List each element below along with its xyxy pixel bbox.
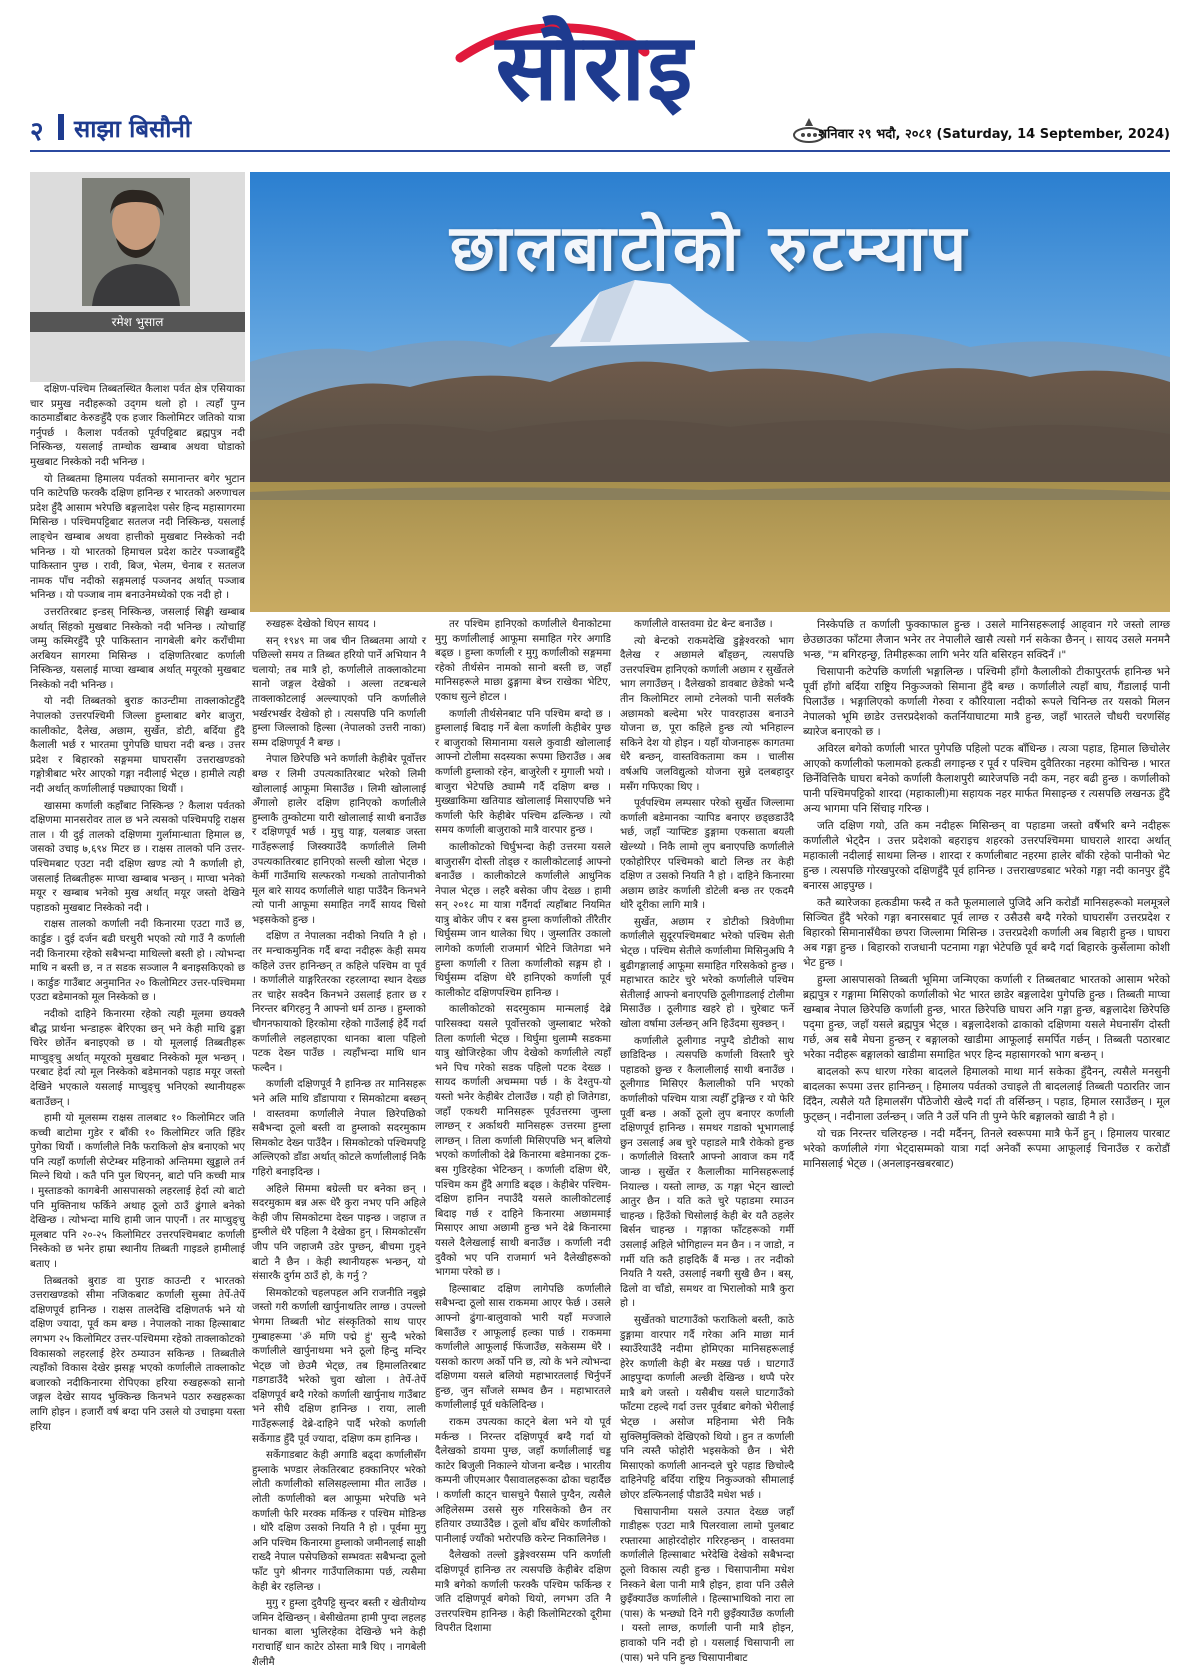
article-column-1 [30,383,245,1653]
paragraph: सिमकोटको चहलपहल अनि राजनीति नबुझे जस्तो गरी कर्णाली खार्पुनाथतिर लाग्छ । उपल्लो भेगमा तिब्बती भोट संस्कृतिको साथ पाएर गुम्बाहरूमा 'ॐ मणि पद्मे हुं' सुन्दै भरेको कर्णालीले खार्पुनाथमा भने ठूलो हिन्दु मन्दिर भेट्छ जो छेउमै भेट्छ, तब हिमालतिरबाट गडगडाउँदै भरेको चुवा खोला । तेर्पे-तेर्पे दक्षिणपूर्व बग्दै गरेको कर्णाली खार्पुनाथ गाउँबाट भने सीधै दक्षिण हानिन्छ । राया, लाली गाउँहरूलाई देब्रे-दाहिने पार्दै भरेको कर्णाली सर्केगाड हुँदै पूर्व ज्यादा, दक्षिण कम हानिन्छ । [252,1287,426,1445]
section-name: साझा बिसौनी [74,115,192,143]
paragraph: कर्णालीले ठूलीगाड नपुग्दै डोटीको साथ छाडिदिन्छ । त्यसपछि कर्णाली विस्तारै चुरे पहाडको छुन्छ र कैलालीलाई साथी बनाउँछ । ठूलीगाड मिसिएर कैलालीको पनि भएको कर्णालीको पश्चिम यात्रा त्यहीँ टुङ्गिन्छ र यो फेरि पूर्वी बन्छ । अर्को ठूलो लुप बनाएर कर्णाली दक्षिणपूर्व हानिन्छ । समथर गडाको भूभागलाई छुन उसलाई अब चुरे पहाडले मात्रै रोकेको हुन्छ । कर्णालीले विस्तारै आफ्नो आवाज कम गर्दै जान्छ । सुर्खेत र कैलालीका मानिसहरूलाई नियाल्छ । यस्तो लाग्छ, ऊ गङ्गा भेट्न खाल्टो आतुर छैन । यति कते चुरे पहाडमा रमाउन चाहन्छ । हिउँको चिसोलाई केही बेर यतै ठहलेर बिर्सन चाहन्छ । गङ्गाका फाँटहरूको गर्मी उसलाई अहिले भोगिहाल्न मन छैन । न जाडो, न गर्मी यति कतै हाइदिकैं बैं मन्छ । तर नदीको नियति नै यस्तै, उसलाई नबगी सुखै छैन । बस्, ढिलो वा चाँडो, समथर वा भिरालोको मात्रै कुरा हो । [620,1035,794,1310]
paragraph: सुर्खेत, अछाम र डोटीको त्रिवेणीमा कर्णालीले सुदूरपश्चिमबाट भरेको पश्चिम सेती भेट्छ । पश्चिम सेतीले कर्णालीमा मिसिनुअघि नै बुढीगङ्गालाई आफूमा समाहित गरिसकेको हुन्छ । महाभारत काटेर चुरे भरेको कर्णालीले पश्चिम सेतीलाई आफ्नो बनाएपछि ठूलीगाडलाई टोलीमा मिसाउँछ । ठूलीगाड खहरे हो । चुरेबाट फर्ने खोला वर्षामा उर्लन्छन् अनि हिउँदमा सुक्छन् । [620,916,794,1031]
paragraph: कर्णाली दक्षिणपूर्व नै हानिन्छ तर मानिसहरू भने अलि माथि डाँडापाया र सिमकोटमा बस्छन् । वास्तवमा कर्णालीले नेपाल छिरेपछिको सबैभन्दा ठूलो बस्ती वा हुम्लाको सदरमुकाम सिमकोट देख्न पाउँदैन । सिमकोटको पश्चिमपट्टि अल्लिएको डाँडा अर्थात् कोटले कर्णालीलाई निकै गहिरो बनाइदिन्छ । [252,1079,426,1178]
masthead [0,0,1200,150]
paragraph: अहिले सिममा बग्रेल्ती घर बनेका छन् । सदरमुकाम बन्न अरू धेरै कुरा नभए पनि अहिले केही जीप सिमकोटमा देख्न पाइन्छ । जहाज त हुम्लीले धेरै पहिला नै देखेका हुन् । सिमकोटसँग जीप पनि जहाजमै उडेर पुग्छन्, बीचमा गुड्ने बाटो नै छैन । केही स्थानीयहरू भन्छन्, यो संसारकै दुर्गम ठाउँ हो, के गर्नु ? [252,1183,426,1283]
section-divider [58,114,64,140]
paragraph: जति दक्षिण गयो, उति कम नदीहरू मिसिन्छन् वा पहाडमा जस्तो वर्षैभरि बग्ने नदीहरू कर्णालीले भेट्दैन । उत्तर प्रदेशको बहराइच शहरको उत्तरपश्चिममा घाघराले शारदा अर्थात् महाकाली नदीलाई साथमा लिन्छ । शारदा र कर्णालीबाट नहरमा हालेर बाँकी रहेको पानीको भेट हुन्छ । त्यसपछि गोरखपुरको दक्षिणहुँदै पूर्व हानिन्छ । उत्तराखण्डबाट भरेको गङ्गा नदी कानपुर हुँदै बनारस आइपुग्छ । [803,820,1170,892]
paragraph: दैलेखको तल्लो डुङ्गेश्वरसम्म पनि कर्णाली दक्षिणपूर्व हानिन्छ तर त्यसपछि केहीबेर दक्षिण मात्रै बगेको कर्णाली फरक्कै पश्चिम फर्किन्छ र जति दक्षिणपूर्व बगेको थियो, लगभग उति नै उत्तरपश्चिम हानिन्छ । केही किलोमिटरको दूरीमा विपरीत दिशामा [435,1550,611,1635]
article-column-4 [620,618,794,1664]
paragraph: कर्णाली तीर्थसेनबाट पनि पश्चिम बग्दो छ । हुम्लालाई बिदाइ गर्ने बेला कर्णाली केहीबेर पुग्छ र बाजुराको सिमानामा यसले कुवाडी खोलालाई आफ्नो टोलीमा सदस्यका रूपमा छिराउँछ । अब कर्णाली हुम्लाको रहेन, बाजुरेली र मुगाली भयो । बाजुरा भेटेपछि ठ्याम्मै गर्दै दक्षिण बग्छ । मुख्खाकिमा खतियाड खोलालाई मिसाएपछि भने कर्णाली फेरि केहीबेर पश्चिम ढल्किन्छ । त्यो समय कर्णाली बाजुराको मात्रै वारपार हुन्छ । [435,708,611,837]
paragraph: कालीकोटको सदरमुकाम मान्मलाई देब्रे पारिसक्दा यसले पूर्वोत्तरको जुम्लाबाट भरेको तिला कर्णाली भेट्छ । थिर्घुमा धुलाम्मै सडकमा यात्रु खोजिरहेका जीप देखेको कर्णालीले त्यहाँ भने पिच गरेको सडक पहिलो पटक देख्छ । सायद कर्णाली अचम्ममा पर्छ । के देश्तुप-यो यस्तो भनेर केहीबेर टोलाउँछ । यही हो जितेगडा, जहाँ एकथरी मानिसहरू पूर्वउत्तरमा जुम्ला लाग्छन् र अर्काथरी मानिसहरू उत्तरमा हुम्ला लाग्छन् । तिला कर्णाली मिसिएपछि भन् बलियो भएको कर्णालीको देब्रे किनारमा बडेमानका ट्रक-बस गुडिरहेका भेटिन्छन् । कर्णाली दक्षिण धेरै, पश्चिम कम हुँदै अगाडि बढ्छ । केहीबेर पश्चिम-दक्षिण हानिन नपाउँदै यसले कालीकोटलाई बिदाइ गर्छ र दाहिने किनारमा अछाममाई मिसाएर आधा अछामी हुन्छ भने देब्रे किनारमा यसले दैलेखलाई साथी बनाउँछ । कर्णाली नदी दुवैको भए पनि राजमार्ग भने दैलेखीहरूको भागमा परेको छ । [435,1004,611,1279]
dateline: शनिवार २९ भदौ, २०८१ (Saturday, 14 September, 2024) [818,127,1170,142]
paragraph: रुखहरू देखेको थिएन सायद । [266,619,377,630]
brand-name: सौराइ [495,14,695,121]
author-name: रमेश भुसाल [30,312,245,332]
article-column-5 [803,618,1170,1653]
paragraph: दक्षिण-पश्चिम तिब्बतस्थित कैलाश पर्वत क्षेत्र एसियाका चार प्रमुख नदीहरूको उद्‌गम थलो हो । त्यहाँ पुग्न काठमाडौंबाट केरुङहुँदै एक हजार किलोमिटर जतिको यात्रा गर्नुपर्छ । कैलाश पर्वतको पूर्वपट्टिबाट ब्रह्मपुत्र नदी निस्किन्छ, यसलाई ताम्चोक खम्बाब अथवा घोडाको मुखबाट निस्केको नदी भनिन्छ । [30,384,245,468]
paragraph: खासमा कर्णाली कहाँबाट निस्किन्छ ? कैलाश पर्वतको दक्षिणमा मानसरोवर ताल छ भने त्यसको पश्चिमपट्टि राक्षस ताल । यी दुई तालको दक्षिणमा गुर्लामान्धाता हिमाल छ, जसको उचाइ ७,६९४ मिटर छ । राक्षस तालको पनि उत्तर-पश्चिमबाट एउटा नदी दक्षिण खण्ड त्यो नै कर्णाली हो, जसलाई तिब्बतीहरू माप्चा खम्बाब भन्छन् । माप्चा भनेको मयूर र खम्बाब भनेको मुख अर्थात् मयूर जस्तो देखिने पहाडको मुखबाट निस्केको नदी । [30,800,245,914]
paragraph: यो तिब्बतमा हिमालय पर्वतको समानान्तर बगेर भुटान पनि काटेपछि फरक्कै दक्षिण हानिन्छ र भारतको अरुणाचल प्रदेश हुँदै आसाम भरेपछि बङ्गलादेश पसेर हिन्द महासागरमा मिसिन्छ । पश्चिमपट्टिबाट सतलज नदी निस्किन्छ, यसलाई लाङ्चेन खम्बाब अथवा हात्तीको मुखबाट निस्केको नदी भनिन्छ । यो भारतको हिमाचल प्रदेश काटेर पञ्जाबहुँदै पाकिस्तान पुग्छ । रावी, बिज, भेलम, चेनाब र सतलज नामक पाँच नदीको सङ्गमलाई पञ्जनद अर्थात् पञ्जाब भनिन्छ । यो पञ्जाब नाम बनाउनेमध्येको एक नदी हो । [30,473,245,602]
paragraph: दक्षिण त नेपालका नदीको नियति नै हो । तर मन्चाकमुनिक गर्दै बग्दा नदीहरू केही समय कहिले उत्तर हानिन्छन् त कहिले पश्चिम वा पूर्व । कर्णालीले याङ्गरितरका रहरलाग्दा स्थान देख्छ तर चाहेर सक्दैन किनभने उसलाई हतार छ र निरन्तर बगिरहनु नै आफ्नो धर्म ठान्छ । हुम्लाको चौगनफायाको हिरकोमा रहेको गाउँलाई हेर्दै गर्दा कर्णालीले लहलहाएका धानका बाला पहिलो पटक देख्न पाउँछ । त्यहाँभन्दा माथि धान फल्दैन । [252,931,426,1074]
paragraph: कर्णालीले वास्तवमा ग्रेट बेन्ट बनाउँछ । [634,619,773,630]
paragraph: मुगु र हुम्ला दुवैपट्टि सुन्दर बस्ती र खेतीयोग्य जमिन देखिन्छन् । बेसीखेतमा हामी पुग्दा लहलह धानका बाला भुलिरहेका देखिन्छे भने केही गराचाहिँ धान काटेर ठोस्ता मात्रै थिए । नागबेली शैलीमै [252,1598,426,1668]
paragraph: यो चक्र निरन्तर चलिरहन्छ । नदी मर्दैनन्, तिनले स्वरूपमा मात्रै फेर्ने हुन् । हिमालय पारबाट भरेको कर्णालीले गंगा भेट्दासम्मको यात्रा गर्दा अनेकौं रूपमा आफूलाई चिनाउँछ र करोडौं मानिसलाई भेट्छ । (अनलाइनखबरबाट) [803,1128,1170,1170]
paragraph: यो नदी तिब्बतको बुराङ काउन्टीमा ताक्लाकोटहुँदै नेपालको उत्तरपश्चिमी जिल्ला हुम्लाबाट बगेर बाजुरा, कालीकोट, दैलेख, अछाम, सुर्खेत, डोटी, बर्दिया हुँदै कैलाली भर्छ र भारतमा पुगेपछि घाघरा नदी बन्छ । उत्तर प्रदेश र बिहारको सङ्गममा घाघरासँग उत्तराखण्डको गङ्गोत्रीबाट भरेर आएको गङ्गा नदीलाई भेट्छ । हामीले त्यही नदी अर्थात् कर्णालीलाई पछ्याएका थियौं । [30,696,245,796]
paragraph: चिसापानीमा यसले उत्पात देख्छ जहाँ गाडीहरू एउटा मात्रै पिलरवाला लामो पुलबाट रफ्तारमा आहोरदोहोर गरिरहन्छन् । वास्तवमा कर्णालीले हिल्साबाट भरेदेखि देखेको सबैभन्दा ठूलो विकास त्यही हुन्छ । चिसापानीमा मधेश निस्कने बेला पानी मात्रै होइन, हावा पनि उसैले छुइँक्याउँछ कर्णालीले । हिल्साभाथिको नारा ला (पास) के भन्छ्यो दिने गरी छुइँक्याउँछ कर्णाली । यस्तो लाग्छ, कर्णाली पानी मात्रै होइन, हावाको पनि नदी हो । यसलाई चिसापानी ला (पास) भने पनि हुन्छ चिसापानीबाट [620,1506,794,1664]
brand-logo [360,14,830,121]
paragraph: राकम उपत्यका काट्ने बेला भने यो पूर्व मर्कन्छ । निरन्तर दक्षिणपूर्व बग्दै गर्दा यो दैलेखको डायमा पुग्छ, जहाँ कर्णालीलाई चड्ड काटेर बिजुली निकाल्ने योजना बन्दैछ । भारतीय कम्पनी जीएमआर पैसावालहरूका ढोका चहार्दैछ । कर्णाली काट्न चासचुने पैसाले पुग्दैन, त्यसैले अहिलेसम्म उससे सुरु गरिसकेको छैन तर हतियार उघ्याउँदैछ । ठूलो बाँध बाँधेर कर्णालीको पानीलाई ज्याँको भरोरपछि करेन्ट निकालिनेछ । [435,1417,611,1545]
paragraph: हामी यो मूलसम्म राक्षस तालबाट १० किलोमिटर जति कच्ची बाटोमा गुडेर र बाँकी १० किलोमिटर जति हिँडेर पुगेका थियौं । कर्णालीले निकै फराकिलो क्षेत्र बनाएको भए पनि त्यहाँ कर्णाली सेप्टेम्बर महिनाको अन्तिममा खुड्डाले तर्न मिल्ने थियो । कतै पनि पुल थिएनन्, बाटो पनि कच्ची मात्र । मुस्ताङको कागबेनी आसपासको लहरलाई हेर्दा त्यो बाटो पनि मुक्तिनाथ फर्किने अथाह ठूलो ठाउँ ढुंगाले बनेको देखिन्छ । त्योभन्दा माथि हामी जान पाएनौं । तर माप्चुङ्चु मूलबाट पनि २०-२५ किलोमिटर उत्तरपश्चिमबाट कर्णाली निस्केको छ भनेर हाम्रा स्थानीय तिब्बती गाइडले हामीलाई बताए । [30,1113,245,1271]
paragraph: पूर्वपश्चिम लम्पसार परेको सुर्खेत जिल्लामा कर्णाली बडेमानका ऱ्यापिड बनाएर छड्‍छडाउँदै भर्छ, जहाँ ऱ्याफ्टिङ डुङ्गामा एकसाता बयली खेल्थ्यो । निकै लामो लुप बनाएपछि कर्णालीले एकोहोरिएर पश्चिमको बाटो लिन्छ तर केही दक्षिण त उसको नियति नै हो । दाहिने किनारमा अछाम छाडेर कर्णाली डोटेली बन्छ तर एकदमै थोरै दूरीका लागि मात्रै । [620,798,794,912]
hero-image [250,172,1170,612]
paragraph: कतै ब्यारेजका हत्कडीमा फस्दै त कतै फूलमालाले पुजिदै अनि करोडौं मानिसहरूको मलमूत्रले सिञ्चित हुँदै भरेको गङ्गा बनारसबाट पूर्व लाग्छ र उसैउसै बग्दै गरेको घाघरासँग उत्तरप्रदेश र बिहारको सिमानासँधैका छपरा जिल्लामा मिसिन्छ । उत्तरप्रदेशी कर्णाली अब बिहारी हुन्छ । घाघरा अब गङ्गा हुन्छ । बिहारको राजधानी पटनामा गङ्गा भेटेपछि पूर्व बग्दै गर्दा बिहारके कुर्सेलामा कोशी भेट हुन्छ । [803,897,1170,969]
paragraph: निस्केपछि त कर्णाली फुक्काफाल हुन्छ । उसले मानिसहरूलाई आह्‌वान गरे जस्तो लाग्छ छेउछाउका फाँटमा लैजान भनेर तर नेपालीले खासै त्यसो गर्न सकेका छैनन् । सायद उसले मनमनै भन्छ, "म बगिरहन्छु, तिमीहरूका लागि भनेर यति बसिरहन सक्दिनँ ।" [803,619,1170,661]
header-rule [30,150,1170,152]
paragraph: चिसापानी कटेपछि कर्णाली भङ्गालिन्छ । पश्चिमी हाँगो कैलालीको टीकापुरतर्फ हानिन्छ भने पूर्वी हाँगो बर्दिया राष्ट्रिय निकुञ्जको सिमाना हुँदै बग्छ । कर्णालीले त्यहाँ बाघ, गैंडालाई पानी पिलाउँछ । भङ्गालिएको कर्णाली गेरुवा र कौरियाला नदीको रूपले चिनिन्छ तर यसको मिलन नेपालको भूमि छाडेर उत्तरप्रदेशको कतर्नियाघाटमा मात्रै हुन्छ, जहाँ भारतले चौधरी चरणसिंह ब्यारेज बनाएको छ । [803,666,1170,738]
paragraph: कालीकोटको चिर्घुभन्दा केही उत्तरमा यसले बाजुरासँग दोस्ती तोड्छ र कालीकोटलाई आफ्नो बनाउँछ । कालीकोटले कर्णालीले आधुनिक नेपाल भेट्छ । लहरै बसेका जीप देख्छ । हामी सन् २०१८ मा यात्रा गर्दैगर्दा त्यहाँबाट नियमित यात्रु बोकेर जीप र बस हुम्ला कर्णालीको तीरैतीर थिर्घुसम्म जान थालेका थिए । जुम्लातिर उकालो लागेको कर्णाली राजमार्ग भेटिने जितेगडा भने हुम्ला कर्णाली र तिला कर्णालीको सङ्गम हो । थिर्घुसम्म दक्षिण धेरै हानिएको कर्णाली पूर्व कालीकोट दक्षिणपश्चिम हानिन्छ । [435,841,611,999]
article-title: छालबाटोको रुटम्याप [449,212,971,286]
paragraph: नदीको दाहिने किनारमा रहेको त्यही मूलमा छयक्लै बौद्ध प्रार्थना भन्डाहरू बेरिएका छन् भने केही माथि ढुङ्गा चिरेर छोर्तेन बनाइएको छ । यो मूललाई तिब्बतीहरू माप्चुङ्चु अर्थात् मयूरको मुखबाट निस्केको मूल भन्छन् । परबाट हेर्दा त्यो मूल निस्केको बडेमानको पहाड मयूर जस्तो देखिने भएकाले यसलाई माप्चुङ्चु भनिएको स्थानीयहरू बताउँछन् । [30,1008,245,1108]
author-photo [82,178,190,306]
paragraph: नेपाल छिरेपछि भने कर्णाली केहीबेर पूर्वोत्तर बग्छ र लिमी उपत्यकातिरबाट भरेको लिमी खोलालाई आफूमा मिसाउँछ । लिमी खोलालाई अँगालो हालेर दक्षिण हानिएको कर्णालीले हुम्लाकै तुम्कोटमा यारी खोलालाई साथी बनाउँछ र दक्षिणपूर्व भर्छ । मुचु याङ्ग, यलबाङ जस्ता गाउँहरूलाई जिस्क्याउँदै कर्णालीले लिमी उपत्यकातिरबाट हानिएको सल्ली खोला भेट्छ । केर्मी गाउँमाथि सल्फरको गन्धको तातोपानीको मूल बारे सायद कर्णालीले थाहा पाउँदैन किनभने त्यो पानी आफूमा समाहित नगर्दै सायद चिसो भइसकेको हुन्छ । [252,754,426,926]
paragraph: तिब्बतको बुराङ वा पुराङ काउन्टी र भारतको उत्तराखण्डको सीमा नजिकबाट कर्णाली सुस्मा तेर्पे-तेर्पे दक्षिणपूर्व हानिन्छ । राक्षस तालदेखि दक्षिणतर्फ भने यो दक्षिण ज्यादा, पूर्व कम बग्छ । नेपालको नाका हिल्साबाट लगभग २५ किलोमिटर उत्तर-पश्चिममा रहेको ताक्लाकोटको विकासको लहरलाई हेरेर ठम्याउन सकिन्छ । तिब्बतीले त्यहाँको विकास देखेर झसङ्ग भएको कर्णालीले ताक्लाकोट बजारको नदीकिनारमा रोपिएका हरिया रुखहरूको सानो जङ्गल देखेर सायद भुक्किन्छ किनभने पठार रुखहरूका लागि होइन । हजारौं वर्ष बग्दा पनि उसले यो उचाइमा यस्ता हरिया [30,1275,245,1433]
paragraph: सुर्खेतको घाटगाउँको फराकिलो बस्ती, काठे डुङ्गामा वारपार गर्दै गरेका अनि माछा मार्न स्याउँरेयाउँदै नदीमा होमिएका मानिसहरूलाई हेरेर कर्णाली केही बेर मख्ख पर्छ । घाटगाउँ आइपुग्दा कर्णाली अल्छी देखिन्छ । थप्पै परेर मात्रै बगे जस्तो । यसैबीच यसले घाटगाउँको फाँटमा टहल्दे गर्दा उत्तर पूर्वबाट बगेको भेरीलाई भेट्छ । असोज महिनामा भेरी निकै सुक्लिमुक्लिको देखिएको थियो । हुन त कर्णाली पनि त्यस्तै फोहोरी भइसकेको छैन । भेरी मिसाएको कर्णाली आनन्दले चुरे पहाड छिचोल्दै दाहिनेपट्टि बर्दिया राष्ट्रिय निकुञ्जको सीमालाई छोएर डल्फिनलाई पौडाउँदै मधेश भर्छ । [620,1314,794,1502]
paragraph: सर्केगाडबाट केही अगाडि बढ्दा कर्णालीसँग हुम्लाके भण्डार लेकतिरबाट हक्कानिएर भरेको लोती कर्णालीको सलिसहल्लामा मीत लाउँछ । लोती कर्णालीको बल आफूमा भरेपछि भने कर्णाली फेरि मरक्क मर्किन्छ र पश्चिम मोडिन्छ । थोरै दक्षिण उसको नियति नै हो । पूर्वमा मुगु अनि पश्चिम किनारमा हुम्लाको जमीनलाई साक्षी राख्दै नेपाल पसेपछिको सम्भवतः सबैभन्दा ठूलो फाँट पुगे श्रीनगर गाउँपालिकामा पर्छ, त्यसैमा केही बेर रहलिन्छ । [252,1450,426,1593]
paragraph: तर पश्चिम हानिएको कर्णालीले थैनाकोटमा मुगु कर्णालीलाई आफूमा समाहित गरेर अगाडि बढ्छ । हुम्ला कर्णाली र मुगु कर्णालीको सङ्गममा रहेको तीर्थसेन नामको सानो बस्ती छ, जहाँ मानिसहरूले माछा ढुङ्गामा बेच्न राखेका भेटिए, एकाध सुत्ने होटल । [435,619,611,703]
article-column-2 [252,618,426,1668]
paragraph: उत्तरतिरबाट इन्डस् निस्किन्छ, जसलाई सिङ्घी खम्बाब अर्थात् सिंहको मुखबाट निस्केको नदी भनिन्छ । त्योचाहिँ जम्मु कस्मिरहुँदै पूरै पाकिस्तान नागबेली बगेर कराँचीमा अरबियन सागरमा मिसिन्छ । दक्षिणतिरबाट कर्णाली निस्किन्छ, यसलाई माप्चा खम्बाब अर्थात् मयूरको मुखबाट निस्केको नदी भनिन्छ । [30,606,245,691]
page-number: २ [30,117,44,147]
paragraph: अविरल बगेको कर्णाली भारत पुगेपछि पहिलो पटक बाँधिन्छ । त्यञा पहाड, हिमाल छिचोलेर आएको कर्णालीको फलामको हत्कडी लगाइन्छ र पूर्व र पश्चिम दुवैतिरका नहरमा कोचिन्छ । भारत छिर्नेवित्तिकै घाघरा बनेको कर्णाली कैलाशपुरी ब्यारेजपछि नदी कम, नहर बढी हुन्छ । कर्णालीको पानी पश्चिमपट्टिको शारदा (महाकाली)मा सहायक नहर मार्फत मिसाइन्छ र त्यसपछि लखनऊ हुँदै अन्य भागमा पनि सिंचाइ गरिन्छ । [803,743,1170,815]
paragraph: हुम्ला आसपासको तिब्बती भूमिमा जन्मिएका कर्णाली र तिब्बतबाट भारतको आसाम भरेको ब्रह्मपुत्र र गङ्गामा मिसिएको कर्णालीको भेट भारत छाडेर बङ्गलादेश पुगेपछि हुन्छ । तिब्बती माप्चा खम्बाब नेपाल छिरेपछि कर्णाली हुन्छ, भारत छिरेपछि घाघरा अनि गङ्गा हुन्छ, बङ्गलादेश छिरेपछि पद्‌मा हुन्छ, जहाँ यसले ब्रह्मपुत्र भेट्छ । बङ्गलादेशको ढाकाको दक्षिणमा यसले मेघनासँग दोस्ती गर्छ, अब सबै मेघना हुन्छन् र बङ्गालको खाडीमा आफूलाई समर्पित गर्छन् । तिब्बती पठारबाट भरेका नदीहरू बङ्गालको खाडीमा समाहित भएर हिन्द महासागरको भाग बन्छन् । [803,974,1170,1061]
paragraph: हिल्साबाट दक्षिण लागेपछि कर्णालीले सबैभन्दा ठूलो सास राकममा आएर फेर्छ । उसले आफ्नो ढुंगा-बालुवाको भारी यहाँ मज्जाले बिसाउँछ र आफूलाई हल्का पार्छ । राकममा कर्णालीले आफूलाई फिंजाउँछ, सकेसम्म धेरै । यसको कारण अर्को पनि छ, त्यो के भने त्योभन्दा दक्षिणमा यसले बलियो महाभारतलाई चिर्नुपर्ने हुन्छ, जुन साँजले सम्भव छैन । महाभारतले कर्णालीलाई पूर्व धकेलिदिन्छ । [435,1283,611,1412]
paragraph: सन् १९४९ मा जब चीन तिब्बतमा आयो र पछिल्लो समय त तिब्बत हरियो पार्ने अभियान नै चलायो; तब मात्रै हो, कर्णालीले ताक्लाकोटमा सानो जङ्गल देखेको । अल्ला तटबन्धले ताक्लाकोटलाई अल्ल्याएको पनि कर्णालीले भर्खरभर्खर देखेको हो । त्यसपछि पनि कर्णाली हुम्ला जिल्लाको हिल्सा (नेपालको उत्तरी नाका) सम्म दक्षिणपूर्व नै बग्छ । [252,635,426,749]
paragraph: बादलको रूप धारण गरेका बादलले हिमालको माथा मार्न सकेका हुँदैनन्, त्यसैले मनसुनी बादलका रूपमा उत्तर हानिन्छन् । हिमालय पर्वतको उचाइले ती बादललाई तिब्बती पठारतिर जान दिँदैन, त्यसैले यतै हिमालसँग पौंठेजोरी खेल्दै गर्दा ती वर्सिन्छन् । पहाड, हिमाल रसाउँछन् । मूल फुट्छन् । नदीनाला उर्लन्छन् । जति नै उर्ले पनि ती पुग्ने फेरि बङ्गालको खाडी नै हो । [803,1066,1170,1123]
author-box [30,172,245,382]
paragraph: राक्षस तालको कर्णाली नदी किनारमा एउटा गाउँ छ, कार्डुङ । दुई दर्जन बढी घरधुरी भएको त्यो गाउँ नै कर्णाली नदी किनारमा रहेको सबैभन्दा माथिल्लो बस्ती हो । त्योभन्दा माथि न बस्ती छ, न त सडक सञ्जाल नै बनाइसकिएको छ । कार्डुङ गाउँबाट अनुमानित २० किलोमिटर उत्तर-पश्चिममा एउटा बडेमानको मूल निस्केको छ । [30,919,245,1004]
article-column-3 [435,618,611,1653]
paragraph: त्यो बेन्टको राकमदेखि डुङ्गेश्वरको भाग दैलेख र अछामले बाँड्छन्, त्यसपछि उत्तरपश्चिम हानिएको कर्णाली अछाम र सुर्खेतले भाग लगाउँछन् । दैलेखको डावबाट छेडेको भन्दै तीन किलोमिटर लामो टनेलको पानी सर्लक्कै अछामको बल्देमा भरेर पावरहाउस बनाउने योजना छ, पूरा कहिले हुन्छ त्यो भनिहाल्न सकिने देश यो होइन । यहाँ योजनाहरू कागतमा धेरै बन्छन्, वास्तविकतामा कम । चालीस वर्षअघि जलविद्युत्को योजना सुन्ने दलबहादुर मसँग गफिएका थिए । [620,635,794,793]
